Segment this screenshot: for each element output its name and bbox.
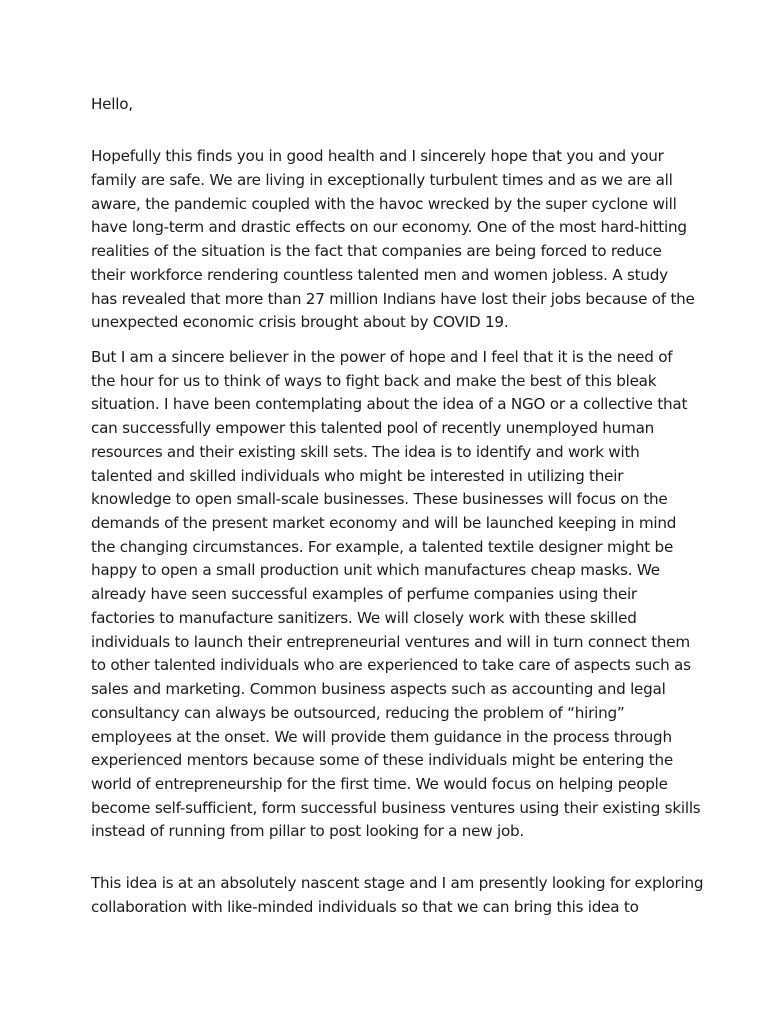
paragraph-line: consultancy can always be outsourced, reducing the problem of “hiring”	[91, 703, 625, 722]
paragraph-line: family are safe. We are living in exceptionally turbulent times and as we are all	[91, 170, 673, 189]
paragraph-line: experienced mentors because some of these individuals might be entering the	[91, 751, 673, 770]
paragraph-line: world of entrepreneurship for the first time. We would focus on helping people	[91, 774, 668, 793]
paragraph-line: has revealed that more than 27 million Indians have lost their jobs because of the	[91, 289, 695, 308]
paragraph-line: demands of the present market economy and will be launched keeping in mind	[91, 514, 677, 533]
paragraph-line: factories to manufacture sanitizers. We will closely work with these skilled	[91, 608, 637, 627]
paragraph-line: sales and marketing. Common business aspects such as accounting and legal	[91, 680, 666, 699]
paragraph-line: Hopefully this finds you in good health and I sincerely hope that you and your	[91, 147, 664, 165]
paragraph-line: instead of running from pillar to post looking for a new job.	[91, 822, 524, 841]
paragraph-line: already have seen successful examples of perfume companies using their	[91, 585, 637, 604]
paragraph-line: realities of the situation is the fact that companies are being forced to reduce	[91, 242, 662, 260]
paragraph-line: situation. I have been contemplating about the idea of a NGO or a collective that	[91, 395, 688, 414]
paragraph-line: unexpected economic crisis brought about by COVID 19.	[91, 313, 509, 332]
paragraph-line: the hour for us to think of ways to fight back and make the best of this bleak	[91, 371, 657, 390]
paragraph-line: the changing circumstances. For example, a talented textile designer might be	[91, 537, 674, 556]
paragraph-1	[91, 145, 711, 335]
paragraph-line: individuals to launch their entrepreneurial ventures and will in turn connect them	[91, 632, 690, 651]
paragraph-3	[91, 872, 711, 919]
paragraph-line: employees at the onset. We will provide them guidance in the process through	[91, 727, 672, 746]
paragraph-2	[91, 346, 711, 844]
paragraph-line: resources and their existing skill sets. The idea is to identify and work with	[91, 442, 640, 461]
paragraph-line: happy to open a small production unit which manufactures cheap masks. We	[91, 561, 660, 580]
paragraph-line: aware, the pandemic coupled with the havoc wrecked by the super cyclone will	[91, 194, 677, 213]
paragraph-line: This idea is at an absolutely nascent stage and I am presently looking for exploring	[91, 874, 704, 892]
paragraph-line: become self-sufficient, form successful business ventures using their existing skills	[91, 798, 701, 817]
paragraph-line: But I am a sincere believer in the power of hope and I feel that it is the need of	[91, 348, 673, 366]
greeting-line: Hello,	[91, 95, 133, 113]
paragraph-line: can successfully empower this talented pool of recently unemployed human	[91, 419, 655, 438]
paragraph-line: knowledge to open small-scale businesses. These businesses will focus on the	[91, 490, 668, 509]
letter-greeting	[91, 95, 711, 113]
paragraph-line: collaboration with like-minded individuals so that we can bring this idea to	[91, 897, 639, 916]
paragraph-line: their workforce rendering countless talented men and women jobless. A study	[91, 265, 668, 284]
paragraph-line: talented and skilled individuals who might be interested in utilizing their	[91, 466, 624, 485]
paragraph-line: have long-term and drastic effects on our economy. One of the most hard-hitting	[91, 218, 687, 237]
paragraph-line: to other talented individuals who are experienced to take care of aspects such as	[91, 656, 691, 675]
